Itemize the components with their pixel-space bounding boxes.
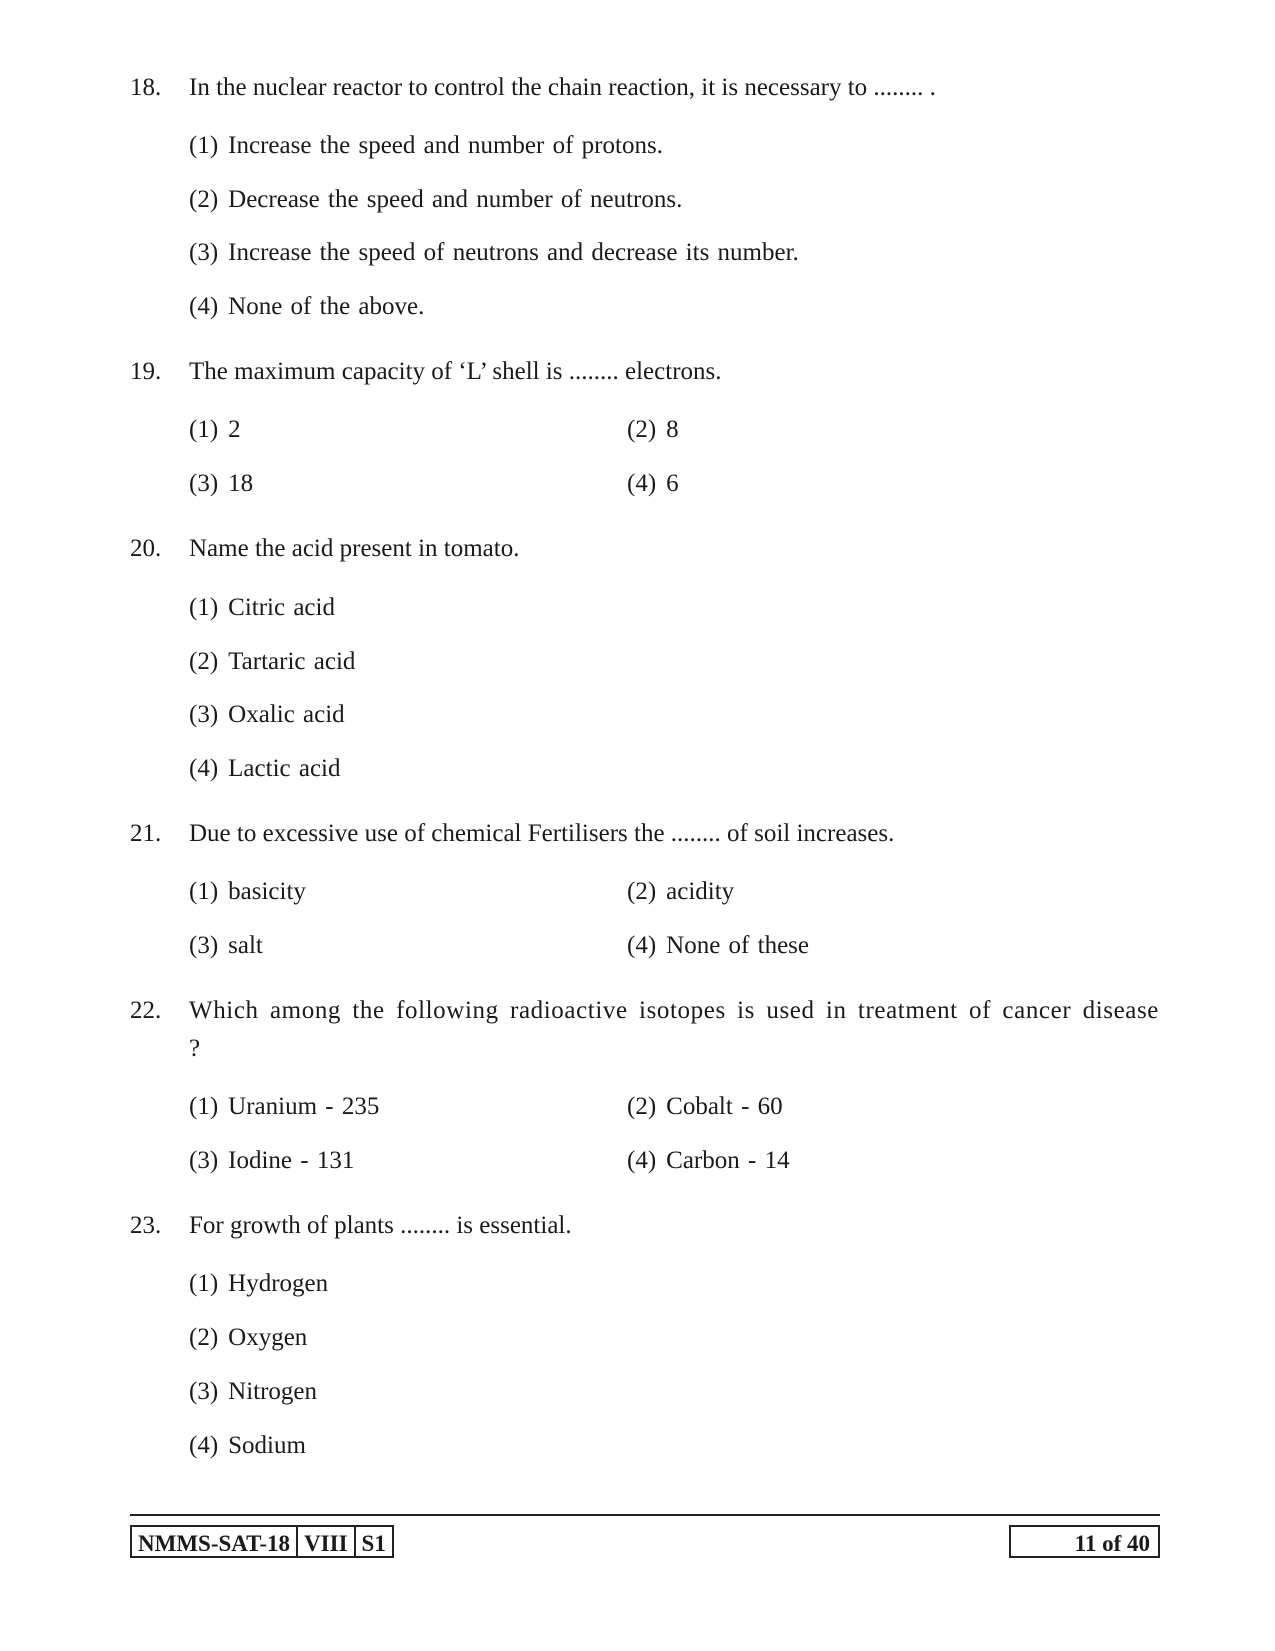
option-number: (2) [627,878,657,905]
option-number: (1) [189,594,219,621]
option-text: Uranium - 235 [228,1093,380,1120]
option-number: (1) [189,1270,219,1297]
question-number: 23. [130,1212,162,1239]
option [627,876,734,908]
option-text: Increase the speed of neutrons and decrease its number. [228,239,799,266]
option-text: Decrease the speed and number of neutrons. [228,186,683,213]
option-text: None of these [666,932,809,959]
option [189,699,345,731]
page-number: 11 of 40 [1074,1531,1150,1556]
option-text: Tartaric acid [228,648,356,675]
option [189,130,663,162]
option [189,876,306,908]
option-text: salt [228,932,263,959]
exam-set: S1 [361,1531,386,1556]
option-text: Increase the speed and number of protons. [228,132,663,159]
option-number: (2) [627,1093,657,1120]
option-text: Citric acid [228,594,335,621]
option [189,1091,379,1123]
option [189,291,424,323]
option [189,1145,354,1177]
option [189,1322,307,1354]
option-text: None of the above. [228,293,425,320]
option-number: (3) [189,1147,219,1174]
question-text: Which among the following radioactive isotopes is used in treatment of cancer disease ? [189,997,1159,1062]
option [627,414,679,446]
option-number: (2) [189,1324,219,1351]
question-text: Name the acid present in tomato. [189,535,520,562]
option [189,1376,317,1408]
option-text: Cobalt - 60 [666,1093,783,1120]
option-text: Lactic acid [228,755,341,782]
option [189,1430,306,1462]
option-number: (2) [189,186,219,213]
exam-standard: VIII [298,1527,355,1556]
question-text: In the nuclear reactor to control the chain reaction, it is necessary to ........ . [189,74,936,101]
option-number: (4) [189,755,219,782]
question-number: 21. [130,820,162,847]
option [189,592,335,624]
option [189,184,682,216]
option-text: 6 [666,470,679,497]
option [189,930,263,962]
option-number: (4) [627,1147,657,1174]
question-text: The maximum capacity of ‘L’ shell is ........ electrons. [189,358,722,385]
page-number-box [1009,1525,1160,1558]
option-number: (1) [189,878,219,905]
question-text: For growth of plants ........ is essential. [189,1212,572,1239]
question-text: Due to excessive use of chemical Fertilisers the ........ of soil increases. [189,820,895,847]
option-text: Oxygen [228,1324,308,1351]
option-text: 8 [666,416,679,443]
exam-code-box [130,1525,394,1558]
option-number: (3) [189,932,219,959]
option-number: (3) [189,239,219,266]
question-number: 19. [130,358,162,385]
option [189,1268,328,1300]
option-number: (3) [189,470,219,497]
option-number: (3) [189,1378,219,1405]
question-number: 18. [130,74,162,101]
option-text: Sodium [228,1432,306,1459]
option-number: (4) [627,470,657,497]
option-number: (4) [627,932,657,959]
option-text: 18 [228,470,254,497]
option-number: (2) [627,416,657,443]
option-number: (3) [189,701,219,728]
question-number: 22. [130,997,162,1024]
option [627,1145,790,1177]
footer-divider [130,1514,1160,1516]
option [627,930,809,962]
option-number: (1) [189,132,219,159]
exam-code: NMMS-SAT-18 [132,1527,298,1556]
option-number: (2) [189,648,219,675]
question-number: 20. [130,535,162,562]
option-text: basicity [228,878,306,905]
option [627,1091,783,1123]
option-text: Nitrogen [228,1378,318,1405]
option-text: Hydrogen [228,1270,329,1297]
option [189,646,355,678]
option-number: (4) [189,293,219,320]
option [189,468,253,500]
option-text: acidity [666,878,735,905]
option [189,237,799,269]
option-text: 2 [228,416,241,443]
option [189,753,341,785]
option [627,468,679,500]
option [189,414,241,446]
option-text: Carbon - 14 [666,1147,790,1174]
option-number: (1) [189,416,219,443]
option-number: (1) [189,1093,219,1120]
option-text: Oxalic acid [228,701,345,728]
option-number: (4) [189,1432,219,1459]
option-text: Iodine - 131 [228,1147,355,1174]
